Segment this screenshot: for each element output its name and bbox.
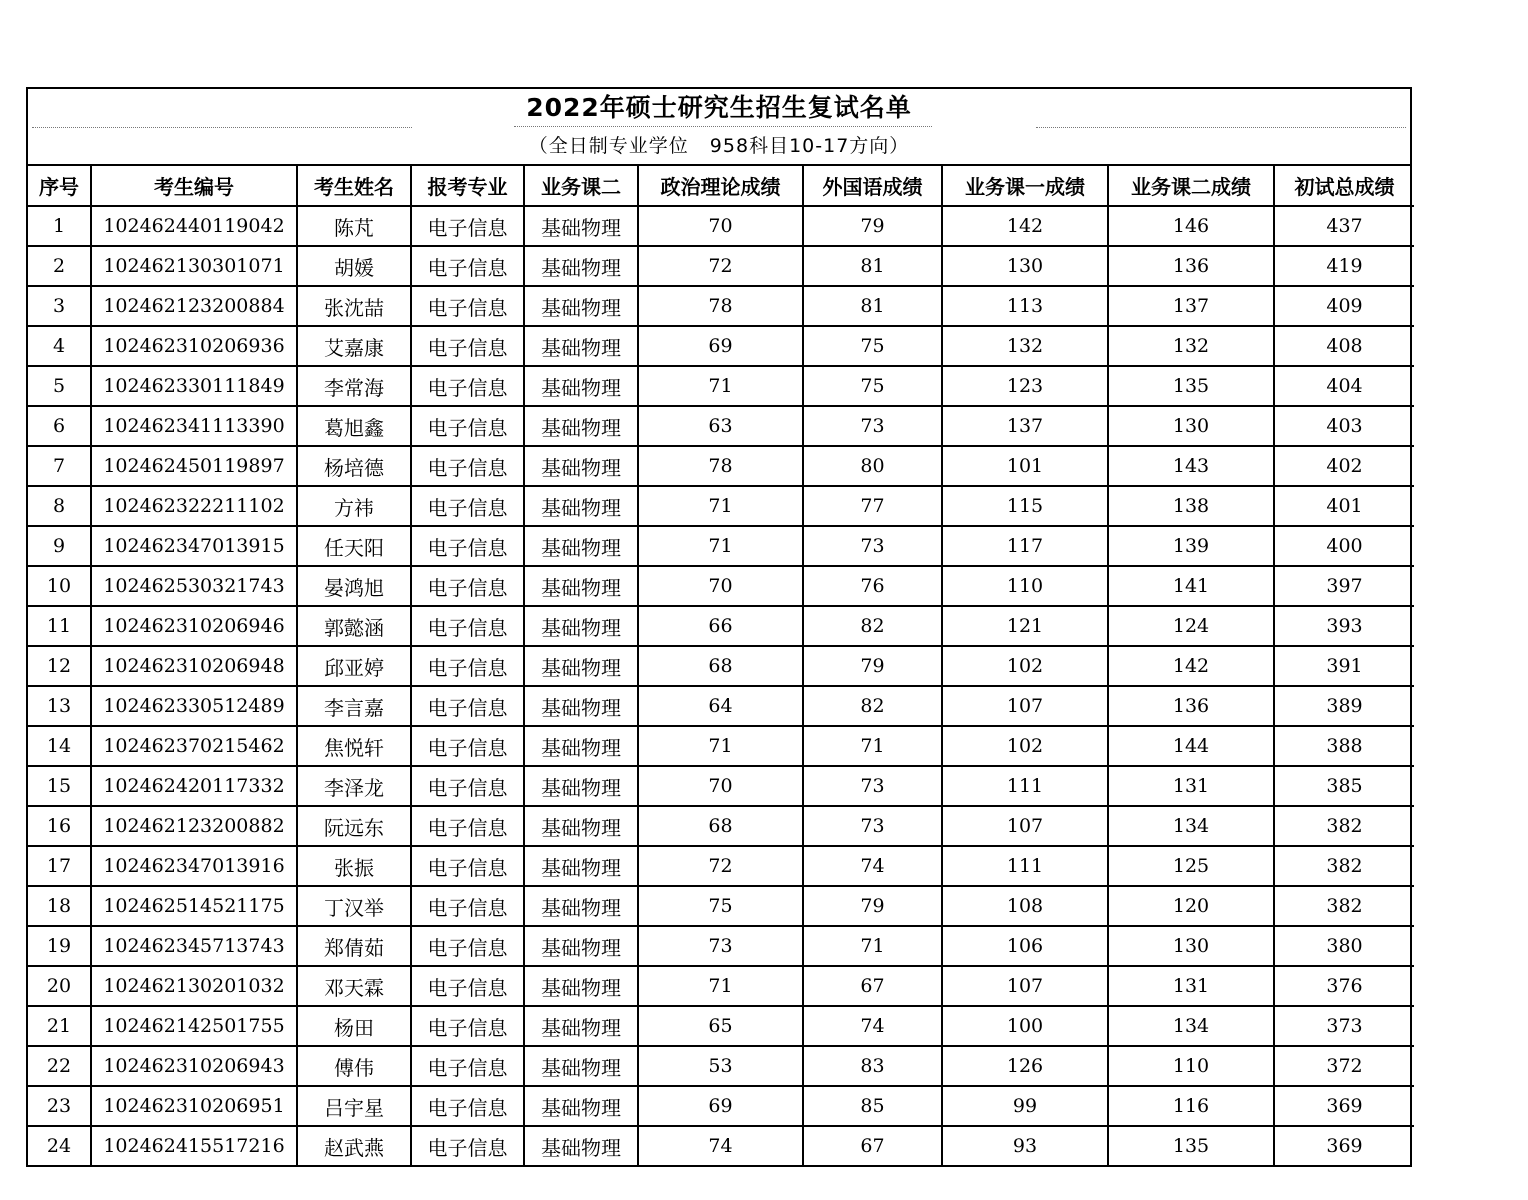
table-cell-major: 电子信息	[411, 1006, 524, 1046]
table-cell-course2: 基础物理	[524, 766, 638, 806]
table-cell-course1-score: 102	[942, 646, 1108, 686]
table-cell-index: 11	[28, 606, 91, 646]
table-row	[28, 806, 1414, 846]
table-cell-course2-score: 131	[1108, 966, 1274, 1006]
results-table	[28, 166, 1414, 1165]
table-cell-course2-score: 130	[1108, 406, 1274, 446]
table-cell-course2-score: 136	[1108, 686, 1274, 726]
table-cell-politics: 53	[638, 1046, 803, 1086]
table-cell-index: 21	[28, 1006, 91, 1046]
table-cell-foreign-lang: 76	[803, 566, 942, 606]
table-cell-course2: 基础物理	[524, 446, 638, 486]
table-cell-course2: 基础物理	[524, 1126, 638, 1165]
table-cell-course2-score: 146	[1108, 206, 1274, 246]
table-row	[28, 606, 1414, 646]
table-cell-total: 388	[1274, 726, 1414, 766]
table-cell-exam-id: 102462123200884	[91, 286, 297, 326]
column-header-politics: 政治理论成绩	[638, 166, 803, 206]
table-cell-course1-score: 117	[942, 526, 1108, 566]
table-cell-course2-score: 125	[1108, 846, 1274, 886]
table-cell-course2: 基础物理	[524, 486, 638, 526]
table-cell-name: 葛旭鑫	[297, 406, 411, 446]
table-cell-politics: 72	[638, 846, 803, 886]
table-cell-exam-id: 102462310206946	[91, 606, 297, 646]
table-row	[28, 766, 1414, 806]
column-header-course2: 业务课二	[524, 166, 638, 206]
table-cell-course2-score: 124	[1108, 606, 1274, 646]
dotted-divider-middle	[514, 126, 932, 127]
table-cell-exam-id: 102462310206951	[91, 1086, 297, 1126]
table-cell-foreign-lang: 80	[803, 446, 942, 486]
column-header-name: 考生姓名	[297, 166, 411, 206]
table-cell-foreign-lang: 67	[803, 966, 942, 1006]
table-cell-course2-score: 134	[1108, 806, 1274, 846]
table-cell-politics: 65	[638, 1006, 803, 1046]
dotted-divider-left	[32, 127, 412, 128]
table-cell-total: 397	[1274, 566, 1414, 606]
table-cell-index: 6	[28, 406, 91, 446]
table-cell-name: 胡媛	[297, 246, 411, 286]
table-cell-course2: 基础物理	[524, 326, 638, 366]
table-cell-course2-score: 110	[1108, 1046, 1274, 1086]
table-cell-exam-id: 102462347013915	[91, 526, 297, 566]
table-cell-foreign-lang: 81	[803, 286, 942, 326]
table-cell-course2: 基础物理	[524, 366, 638, 406]
table-cell-name: 邓天霖	[297, 966, 411, 1006]
table-cell-major: 电子信息	[411, 366, 524, 406]
table-cell-course2: 基础物理	[524, 286, 638, 326]
table-row	[28, 726, 1414, 766]
table-cell-politics: 63	[638, 406, 803, 446]
table-cell-name: 陈芃	[297, 206, 411, 246]
table-cell-course1-score: 100	[942, 1006, 1108, 1046]
table-cell-total: 419	[1274, 246, 1414, 286]
table-cell-course1-score: 115	[942, 486, 1108, 526]
table-cell-major: 电子信息	[411, 1126, 524, 1165]
table-row	[28, 646, 1414, 686]
table-cell-exam-id: 102462322211102	[91, 486, 297, 526]
table-cell-index: 18	[28, 886, 91, 926]
table-cell-total: 393	[1274, 606, 1414, 646]
table-cell-politics: 69	[638, 1086, 803, 1126]
table-cell-major: 电子信息	[411, 446, 524, 486]
table-cell-index: 10	[28, 566, 91, 606]
table-cell-foreign-lang: 73	[803, 806, 942, 846]
table-cell-foreign-lang: 75	[803, 366, 942, 406]
table-cell-course2: 基础物理	[524, 406, 638, 446]
table-row	[28, 526, 1414, 566]
table-cell-total: 401	[1274, 486, 1414, 526]
table-cell-name: 赵武燕	[297, 1126, 411, 1165]
table-cell-course2: 基础物理	[524, 686, 638, 726]
table-cell-major: 电子信息	[411, 806, 524, 846]
column-header-exam-id: 考生编号	[91, 166, 297, 206]
table-cell-exam-id: 102462310206936	[91, 326, 297, 366]
table-cell-politics: 66	[638, 606, 803, 646]
table-cell-exam-id: 102462142501755	[91, 1006, 297, 1046]
table-cell-major: 电子信息	[411, 766, 524, 806]
table-cell-name: 任天阳	[297, 526, 411, 566]
table-cell-course2-score: 120	[1108, 886, 1274, 926]
table-cell-foreign-lang: 71	[803, 926, 942, 966]
table-cell-foreign-lang: 83	[803, 1046, 942, 1086]
column-header-course2-score: 业务课二成绩	[1108, 166, 1274, 206]
table-cell-politics: 71	[638, 526, 803, 566]
table-cell-course2: 基础物理	[524, 886, 638, 926]
table-row	[28, 846, 1414, 886]
table-cell-politics: 70	[638, 206, 803, 246]
table-cell-index: 7	[28, 446, 91, 486]
table-cell-politics: 73	[638, 926, 803, 966]
table-cell-index: 12	[28, 646, 91, 686]
table-cell-major: 电子信息	[411, 926, 524, 966]
table-cell-politics: 70	[638, 566, 803, 606]
table-cell-major: 电子信息	[411, 526, 524, 566]
table-cell-index: 24	[28, 1126, 91, 1165]
table-cell-major: 电子信息	[411, 486, 524, 526]
table-cell-exam-id: 102462420117332	[91, 766, 297, 806]
table-row	[28, 1046, 1414, 1086]
table-cell-exam-id: 102462415517216	[91, 1126, 297, 1165]
table-cell-exam-id: 102462440119042	[91, 206, 297, 246]
table-cell-exam-id: 102462341113390	[91, 406, 297, 446]
table-cell-name: 邱亚婷	[297, 646, 411, 686]
title-row	[28, 89, 1410, 127]
table-cell-name: 艾嘉康	[297, 326, 411, 366]
table-cell-course2-score: 130	[1108, 926, 1274, 966]
table-cell-total: 408	[1274, 326, 1414, 366]
table-cell-course1-score: 130	[942, 246, 1108, 286]
table-cell-politics: 78	[638, 286, 803, 326]
table-cell-index: 23	[28, 1086, 91, 1126]
table-cell-course2: 基础物理	[524, 806, 638, 846]
table-cell-index: 22	[28, 1046, 91, 1086]
table-cell-major: 电子信息	[411, 686, 524, 726]
table-cell-foreign-lang: 81	[803, 246, 942, 286]
table-cell-foreign-lang: 73	[803, 406, 942, 446]
table-cell-index: 19	[28, 926, 91, 966]
table-cell-major: 电子信息	[411, 246, 524, 286]
table-cell-course2: 基础物理	[524, 606, 638, 646]
table-cell-politics: 68	[638, 646, 803, 686]
table-cell-name: 李言嘉	[297, 686, 411, 726]
column-header-major: 报考专业	[411, 166, 524, 206]
table-cell-major: 电子信息	[411, 726, 524, 766]
table-cell-course1-score: 137	[942, 406, 1108, 446]
table-cell-total: 382	[1274, 846, 1414, 886]
column-header-total: 初试总成绩	[1274, 166, 1414, 206]
admission-list-sheet	[26, 87, 1412, 1167]
table-row	[28, 686, 1414, 726]
table-cell-exam-id: 102462450119897	[91, 446, 297, 486]
table-cell-foreign-lang: 73	[803, 766, 942, 806]
table-cell-name: 方祎	[297, 486, 411, 526]
table-row	[28, 206, 1414, 246]
table-cell-name: 焦悦轩	[297, 726, 411, 766]
table-cell-course2-score: 139	[1108, 526, 1274, 566]
table-cell-major: 电子信息	[411, 646, 524, 686]
table-cell-major: 电子信息	[411, 1086, 524, 1126]
table-cell-politics: 71	[638, 726, 803, 766]
table-cell-exam-id: 102462130301071	[91, 246, 297, 286]
table-cell-course2-score: 136	[1108, 246, 1274, 286]
table-cell-exam-id: 102462530321743	[91, 566, 297, 606]
table-cell-index: 8	[28, 486, 91, 526]
table-cell-exam-id: 102462330512489	[91, 686, 297, 726]
table-cell-total: 380	[1274, 926, 1414, 966]
table-cell-major: 电子信息	[411, 1046, 524, 1086]
table-cell-major: 电子信息	[411, 846, 524, 886]
table-cell-major: 电子信息	[411, 406, 524, 446]
table-row	[28, 446, 1414, 486]
table-cell-course1-score: 113	[942, 286, 1108, 326]
table-cell-foreign-lang: 79	[803, 646, 942, 686]
table-cell-course1-score: 126	[942, 1046, 1108, 1086]
table-row	[28, 326, 1414, 366]
table-cell-index: 3	[28, 286, 91, 326]
table-cell-foreign-lang: 79	[803, 886, 942, 926]
column-header-course1-score: 业务课一成绩	[942, 166, 1108, 206]
table-cell-course1-score: 106	[942, 926, 1108, 966]
table-cell-politics: 78	[638, 446, 803, 486]
table-cell-course1-score: 123	[942, 366, 1108, 406]
table-cell-total: 376	[1274, 966, 1414, 1006]
table-cell-index: 13	[28, 686, 91, 726]
table-cell-foreign-lang: 67	[803, 1126, 942, 1165]
table-row	[28, 886, 1414, 926]
table-cell-index: 17	[28, 846, 91, 886]
table-cell-total: 391	[1274, 646, 1414, 686]
dotted-divider-right	[1036, 127, 1406, 128]
table-cell-total: 402	[1274, 446, 1414, 486]
table-header-row	[28, 166, 1414, 206]
table-cell-course1-score: 107	[942, 966, 1108, 1006]
table-cell-politics: 64	[638, 686, 803, 726]
table-row	[28, 1086, 1414, 1126]
table-cell-course2: 基础物理	[524, 1086, 638, 1126]
table-cell-course2: 基础物理	[524, 246, 638, 286]
table-cell-name: 郭懿涵	[297, 606, 411, 646]
table-cell-index: 2	[28, 246, 91, 286]
table-cell-foreign-lang: 74	[803, 1006, 942, 1046]
table-cell-total: 382	[1274, 806, 1414, 846]
table-cell-major: 电子信息	[411, 966, 524, 1006]
table-cell-foreign-lang: 77	[803, 486, 942, 526]
table-cell-name: 李常海	[297, 366, 411, 406]
table-cell-exam-id: 102462123200882	[91, 806, 297, 846]
table-cell-course2-score: 131	[1108, 766, 1274, 806]
table-cell-course2-score: 116	[1108, 1086, 1274, 1126]
table-cell-total: 404	[1274, 366, 1414, 406]
table-cell-course2-score: 143	[1108, 446, 1274, 486]
table-cell-foreign-lang: 75	[803, 326, 942, 366]
table-cell-politics: 69	[638, 326, 803, 366]
table-cell-foreign-lang: 85	[803, 1086, 942, 1126]
table-cell-course1-score: 110	[942, 566, 1108, 606]
table-cell-politics: 70	[638, 766, 803, 806]
table-cell-course2-score: 135	[1108, 1126, 1274, 1165]
table-cell-foreign-lang: 82	[803, 686, 942, 726]
table-cell-major: 电子信息	[411, 566, 524, 606]
table-cell-course1-score: 132	[942, 326, 1108, 366]
table-cell-index: 5	[28, 366, 91, 406]
table-cell-course1-score: 111	[942, 766, 1108, 806]
table-cell-name: 丁汉举	[297, 886, 411, 926]
table-cell-total: 400	[1274, 526, 1414, 566]
table-row	[28, 486, 1414, 526]
table-cell-index: 20	[28, 966, 91, 1006]
table-row	[28, 366, 1414, 406]
table-cell-major: 电子信息	[411, 606, 524, 646]
table-cell-politics: 72	[638, 246, 803, 286]
table-row	[28, 966, 1414, 1006]
table-body	[28, 206, 1414, 1165]
table-cell-total: 403	[1274, 406, 1414, 446]
table-cell-name: 傅伟	[297, 1046, 411, 1086]
table-cell-major: 电子信息	[411, 326, 524, 366]
table-cell-course2: 基础物理	[524, 1046, 638, 1086]
table-cell-exam-id: 102462514521175	[91, 886, 297, 926]
table-cell-exam-id: 102462347013916	[91, 846, 297, 886]
table-cell-name: 杨培德	[297, 446, 411, 486]
table-row	[28, 246, 1414, 286]
table-cell-course2-score: 137	[1108, 286, 1274, 326]
table-cell-index: 14	[28, 726, 91, 766]
column-header-foreign-lang: 外国语成绩	[803, 166, 942, 206]
table-cell-exam-id: 102462370215462	[91, 726, 297, 766]
table-cell-total: 409	[1274, 286, 1414, 326]
table-cell-politics: 68	[638, 806, 803, 846]
table-cell-politics: 71	[638, 966, 803, 1006]
table-cell-course2-score: 134	[1108, 1006, 1274, 1046]
table-cell-foreign-lang: 82	[803, 606, 942, 646]
table-cell-course2: 基础物理	[524, 726, 638, 766]
table-cell-name: 李泽龙	[297, 766, 411, 806]
table-cell-course2: 基础物理	[524, 206, 638, 246]
table-cell-total: 369	[1274, 1126, 1414, 1165]
table-cell-course1-score: 99	[942, 1086, 1108, 1126]
table-cell-course2-score: 141	[1108, 566, 1274, 606]
table-cell-politics: 71	[638, 486, 803, 526]
column-header-index: 序号	[28, 166, 91, 206]
table-cell-politics: 74	[638, 1126, 803, 1165]
table-cell-total: 385	[1274, 766, 1414, 806]
page-title: 2022年硕士研究生招生复试名单	[526, 93, 912, 122]
table-cell-course2: 基础物理	[524, 926, 638, 966]
table-cell-name: 张振	[297, 846, 411, 886]
table-cell-name: 张沈喆	[297, 286, 411, 326]
table-cell-name: 杨田	[297, 1006, 411, 1046]
table-cell-politics: 75	[638, 886, 803, 926]
table-cell-major: 电子信息	[411, 886, 524, 926]
table-cell-course2: 基础物理	[524, 846, 638, 886]
table-row	[28, 566, 1414, 606]
table-cell-course2: 基础物理	[524, 1006, 638, 1046]
table-row	[28, 1006, 1414, 1046]
table-row	[28, 406, 1414, 446]
table-cell-total: 382	[1274, 886, 1414, 926]
table-cell-course2-score: 135	[1108, 366, 1274, 406]
table-cell-course2-score: 142	[1108, 646, 1274, 686]
table-cell-index: 1	[28, 206, 91, 246]
table-cell-course2: 基础物理	[524, 646, 638, 686]
table-cell-course1-score: 142	[942, 206, 1108, 246]
table-cell-index: 15	[28, 766, 91, 806]
table-cell-exam-id: 102462310206948	[91, 646, 297, 686]
table-cell-foreign-lang: 74	[803, 846, 942, 886]
table-cell-index: 9	[28, 526, 91, 566]
table-cell-exam-id: 102462310206943	[91, 1046, 297, 1086]
table-cell-foreign-lang: 71	[803, 726, 942, 766]
table-row	[28, 926, 1414, 966]
table-cell-total: 373	[1274, 1006, 1414, 1046]
table-cell-name: 阮远东	[297, 806, 411, 846]
table-cell-course1-score: 108	[942, 886, 1108, 926]
table-cell-course2: 基础物理	[524, 526, 638, 566]
table-cell-course1-score: 107	[942, 686, 1108, 726]
table-cell-course2-score: 138	[1108, 486, 1274, 526]
table-cell-course2-score: 132	[1108, 326, 1274, 366]
table-cell-total: 389	[1274, 686, 1414, 726]
table-cell-course2: 基础物理	[524, 966, 638, 1006]
table-cell-foreign-lang: 73	[803, 526, 942, 566]
table-cell-course1-score: 101	[942, 446, 1108, 486]
table-cell-total: 437	[1274, 206, 1414, 246]
table-cell-exam-id: 102462345713743	[91, 926, 297, 966]
subtitle-row	[28, 127, 1410, 166]
table-cell-total: 372	[1274, 1046, 1414, 1086]
table-cell-course1-score: 93	[942, 1126, 1108, 1165]
table-cell-course1-score: 121	[942, 606, 1108, 646]
table-row	[28, 1126, 1414, 1165]
page-subtitle: （全日制专业学位 958科目10-17方向）	[528, 135, 910, 157]
table-cell-exam-id: 102462130201032	[91, 966, 297, 1006]
table-cell-course1-score: 102	[942, 726, 1108, 766]
table-cell-course2-score: 144	[1108, 726, 1274, 766]
table-cell-total: 369	[1274, 1086, 1414, 1126]
table-cell-name: 晏鸿旭	[297, 566, 411, 606]
table-cell-politics: 71	[638, 366, 803, 406]
table-cell-index: 16	[28, 806, 91, 846]
table-cell-foreign-lang: 79	[803, 206, 942, 246]
table-cell-course1-score: 111	[942, 846, 1108, 886]
table-row	[28, 286, 1414, 326]
table-cell-name: 郑倩茹	[297, 926, 411, 966]
table-cell-course2: 基础物理	[524, 566, 638, 606]
table-cell-course1-score: 107	[942, 806, 1108, 846]
table-cell-major: 电子信息	[411, 286, 524, 326]
table-cell-exam-id: 102462330111849	[91, 366, 297, 406]
table-cell-major: 电子信息	[411, 206, 524, 246]
table-cell-index: 4	[28, 326, 91, 366]
table-cell-name: 吕宇星	[297, 1086, 411, 1126]
